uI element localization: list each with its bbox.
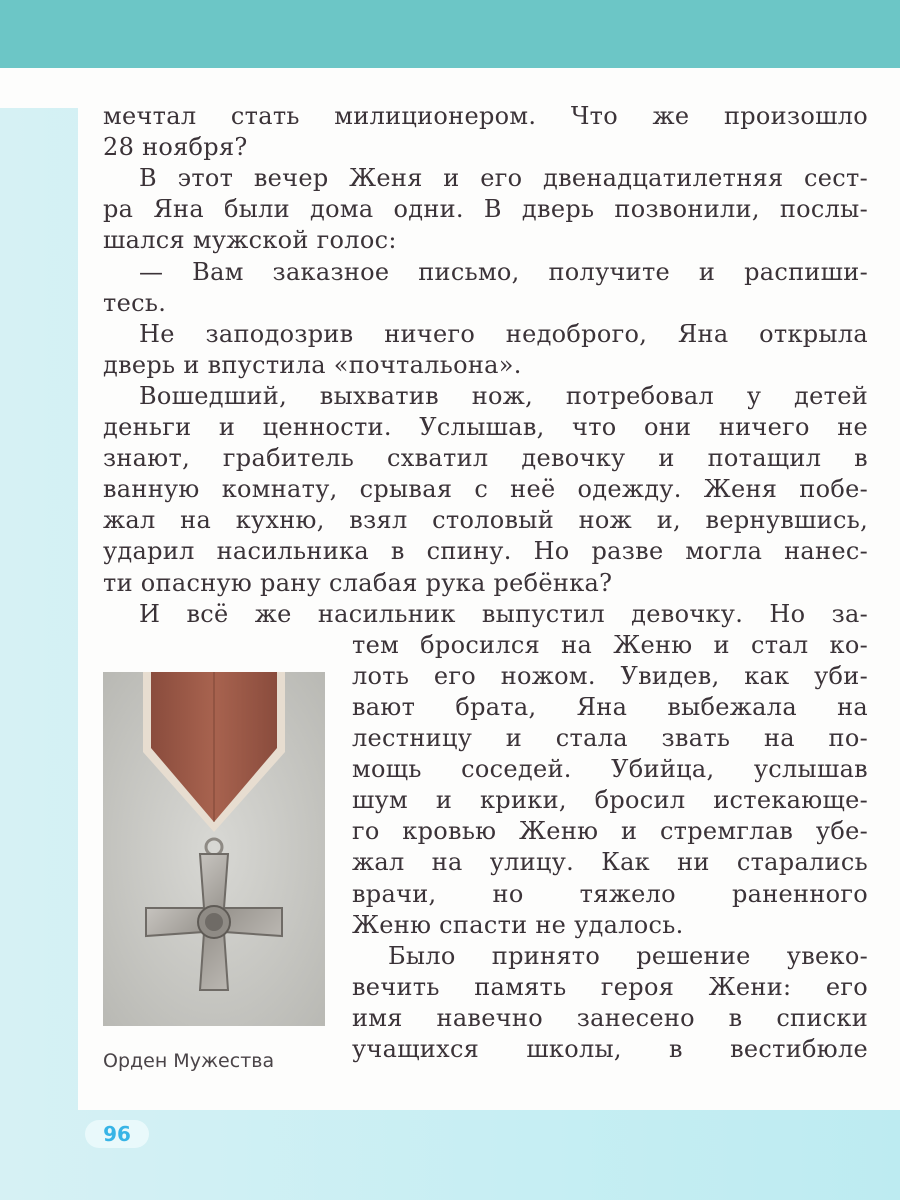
text-line: тем бросился на Женю и стал ко- (352, 630, 868, 659)
text-line: И всё же насильник выпустил девочку. Но за- (139, 599, 868, 628)
figure-caption: Орден Мужества (103, 1050, 275, 1072)
text-line: ванную комнату, срывая с неё одежду. Женя побе- (103, 475, 868, 504)
text-line: лестницу и стала звать на по- (352, 724, 868, 752)
text-line: жал на кухню, взял столовый нож и, вернувшись, (103, 506, 868, 535)
text-line: ти опасную рану слабая рука ребёнка? (103, 568, 613, 597)
text-line: тесь. (103, 288, 167, 317)
text-line: лоть его ножом. Увидев, как уби- (352, 661, 868, 690)
text-line: ра Яна были дома одни. В дверь позвонили, послы- (103, 195, 868, 224)
text-line: жал на улицу. Как ни старались (352, 848, 868, 877)
text-line: Было принято решение увеко- (388, 941, 868, 970)
text-line: Женю спасти не удалось. (352, 910, 684, 939)
page-top-margin (0, 68, 78, 108)
text-line: врачи, но тяжело раненного (352, 879, 868, 908)
text-line: шум и крики, бросил истекающе- (352, 786, 868, 815)
header-band (0, 0, 900, 68)
text-line: мечтал стать милиционером. Что же произошло (103, 102, 868, 130)
text-line: В этот вечер Женя и его двенадцатилетняя сест- (139, 164, 868, 193)
text-line: мощь соседей. Убийца, услышав (352, 755, 868, 784)
text-line: ударил насильника в спину. Но разве могла нанес- (103, 537, 868, 566)
text-line: вечить память героя Жени: его (352, 972, 868, 1001)
text-line: — Вам заказное письмо, получите и распиши- (139, 257, 868, 286)
text-line: дверь и впустила «почтальона». (103, 350, 522, 379)
text-line: учащихся школы, в вестибюле (352, 1035, 868, 1063)
text-line: Не заподозрив ничего недоброго, Яна открыла (139, 319, 868, 348)
medal-photo (103, 672, 325, 1026)
page-number: 96 (85, 1120, 149, 1148)
text-line: шался мужской голос: (103, 226, 397, 255)
text-line: знают, грабитель схватил девочку и потащил в (103, 444, 868, 473)
text-line: имя навечно занесено в списки (352, 1003, 868, 1032)
text-line: вают брата, Яна выбежала на (352, 692, 868, 721)
text-line: Вошедший, выхватив нож, потребовал у детей (139, 381, 868, 410)
text-line: 28 ноября? (103, 133, 248, 162)
order-of-courage-image (103, 672, 325, 1026)
text-line: деньги и ценности. Услышав, что они ничего не (103, 413, 868, 441)
text-line: го кровью Женю и стремглав убе- (352, 817, 868, 846)
